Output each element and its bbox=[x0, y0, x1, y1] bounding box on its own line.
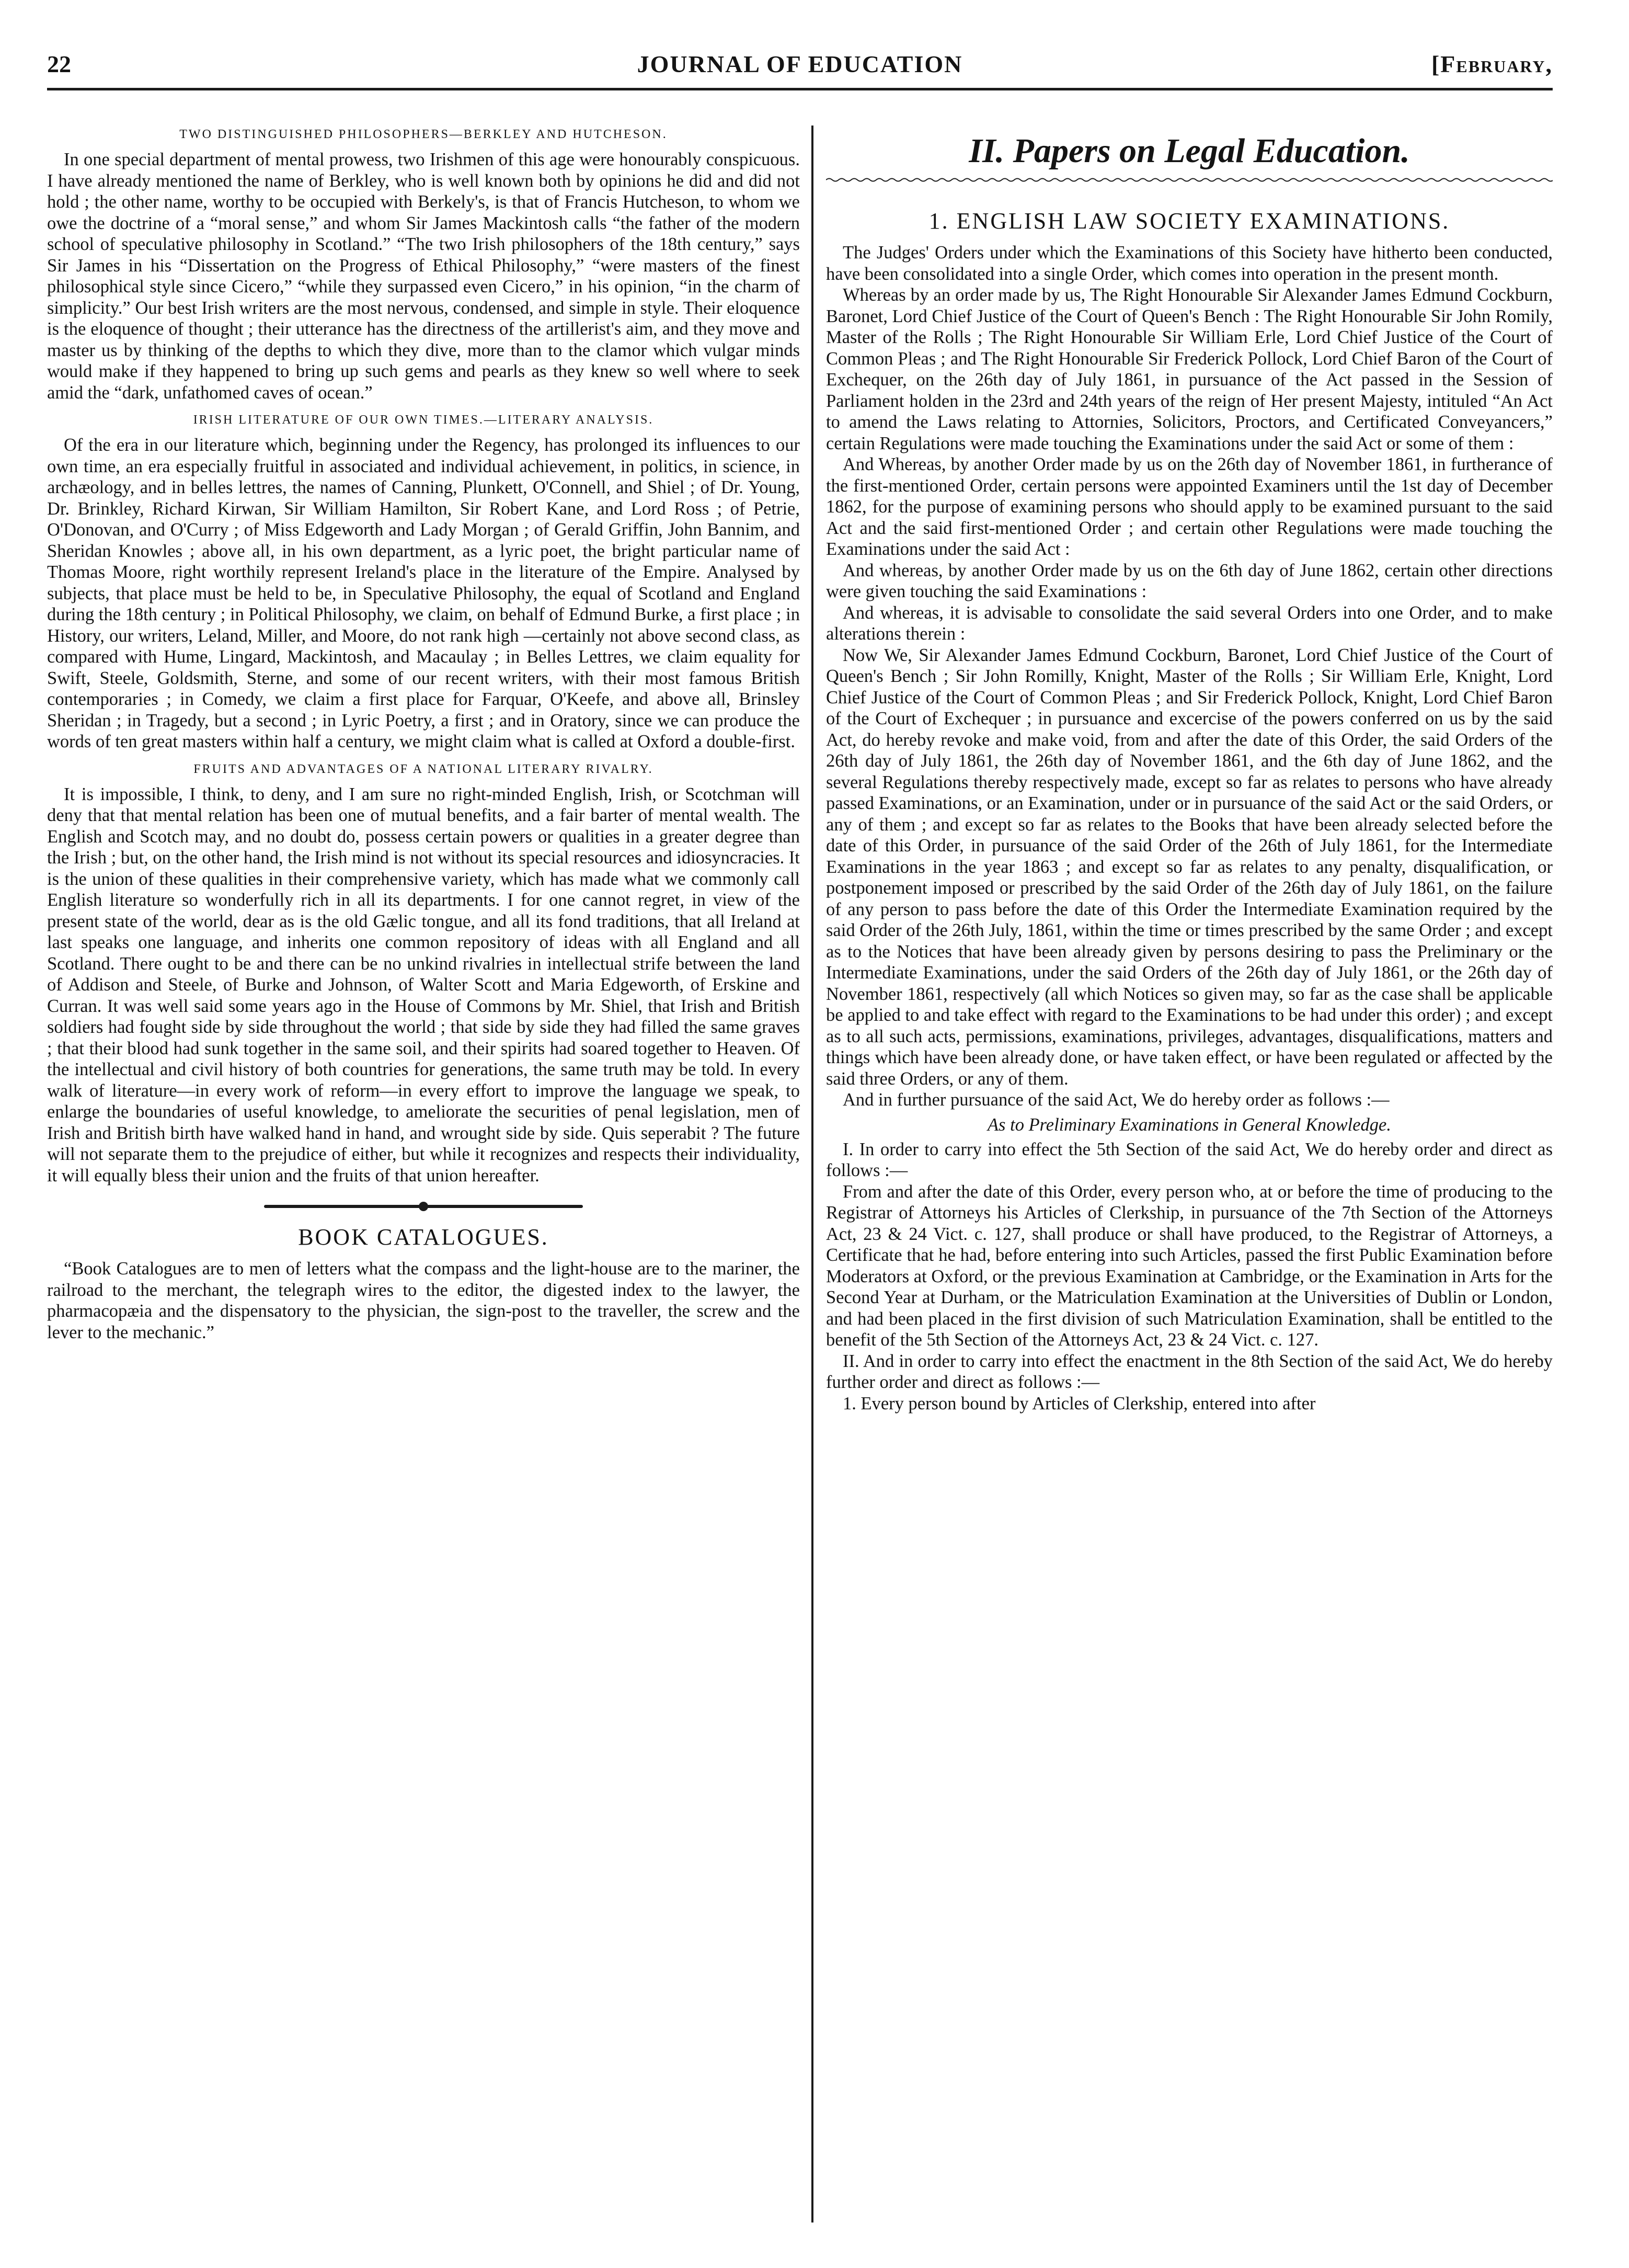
section-philosophers bbox=[47, 126, 800, 403]
body-paragraph: Now We, Sir Alexander James Edmund Cockburn, Baronet, Lord Chief Justice of the Court of Queen's Bench ; Sir John Romilly, Knight, Master of the Rolls ; Sir William Erle, Knight, Lord Chief Justice of the Court of Common Pleas ; and Sir Frederick Pollock, Knight, Lord Chief Baron of the Court of Exchequer ; in pursuance and excercise of the powers conferred on us by the said Act, do hereby revoke and make void, from and after the date of this Order, the said Orders of the 26th day of July 1861, the 26th day of November 1861, and the 6th day of June 1862, and the several Regulations thereby respectively made, except so far as relates to persons who have already passed Examinations, or an Examination, under or in pursuance of the said Act or the said Orders, or any of them ; and except so far as relates to the Books that have been already selected before the date of this Order, in pursuance of the said Order of the 26th of July 1861, for the Intermediate Examinations in the year 1863 ; and except so far as relates to any penalty, disqualification, or postponement imposed or prescribed by the said Order of the 26th day of July 1861, on the failure of any person to pass before the date of this Order the Intermediate Examination required by the said Order of the 26th July, 1861, within the time or times prescribed by the same Order ; and except as to the Notices that have been already given by persons desiring to pass the Preliminary or the Intermediate Examinations, under the said Orders of the 26th day of July 1861, or the 26th day of November 1861, respectively (all which Notices so given may, so far as the case shall be applicable be applied to and take effect with regard to the Examinations to be had under this order) ; and except as to all such acts, permissions, examinations, privileges, advantages, disqualifications, matters and things which have been already done, or have taken effect, or have been regulated or affected by the said three Orders, or any of them. bbox=[826, 645, 1553, 1089]
section-subhead: IRISH LITERATURE OF OUR OWN TIMES.—LITERARY ANALYSIS. bbox=[193, 413, 654, 427]
section-heading: BOOK CATALOGUES. bbox=[298, 1224, 549, 1250]
preliminary-examinations-text bbox=[826, 1139, 1553, 1415]
section-subhead: TWO DISTINGUISHED PHILOSOPHERS—BERKLEY AND HUTCHESON. bbox=[179, 128, 668, 141]
body-paragraph: And whereas, by another Order made by us on the 6th day of June 1862, certain other directions were given touching the said Examinations : bbox=[826, 560, 1553, 601]
body-paragraph: II. And in order to carry into effect the enactment in the 8th Section of the said Act, We do hereby further order and direct as follows :— bbox=[826, 1351, 1553, 1392]
running-head bbox=[47, 46, 1553, 83]
body-paragraph: Of the era in our literature which, beginning under the Regency, has prolonged its influences to our own time, an era especially fruitful in associated and individual achievement, in politics, in science, in archæology, and in belles lettres, the names of Canning, Plunkett, O'Connell, and Shiel ; of Dr. Young, Dr. Brinkley, Richard Kirwan, Sir William Hamilton, Sir Robert Kane, and Lord Ross ; of Petrie, O'Donovan, and O'Curry ; of Miss Edgeworth and Lady Morgan ; of Gerald Griffin, John Bannim, and Sheridan Knowles ; above all, in his own department, as a lyric poet, the bright particular name of Thomas Moore, right worthily represent Ireland's place in the literature of the Empire. Analysed by subjects, that place must be held to be, in Speculative Philosophy, the equal of Scotland and England during the 18th century ; in Political Philosophy, we claim, on behalf of Edmund Burke, a first place ; in History, our writers, Leland, Miller, and Moore, do not rank high —certainly not above second class, as compared with Hume, Lingard, Mackintosh, and Macaulay ; in Belles Lettres, we claim equality for Swift, Steele, Goldsmith, Sterne, and some of our recent writers, with their most famous British contemporaries ; in Comedy, we claim a first place for Farquar, O'Keefe, and above all, Brinsley Sheridan ; in Tragedy, but a second ; in Lyric Poetry, a first ; and in Oratory, since we can produce the words of ten great masters within half a century, we might claim what is called at Oxford a double-first. bbox=[47, 435, 800, 751]
left-column bbox=[47, 123, 800, 2230]
section-book-catalogues bbox=[47, 1224, 800, 1343]
wavy-rule bbox=[826, 176, 1553, 184]
header-rule bbox=[47, 88, 1553, 90]
body-paragraph: And in further pursuance of the said Act, We do hereby order as follows :— bbox=[843, 1090, 1390, 1110]
page-number: 22 bbox=[47, 51, 71, 77]
part-title: II. Papers on Legal Education. bbox=[969, 132, 1410, 170]
body-paragraph: It is impossible, I think, to deny, and I am sure no right-minded English, Irish, or Scotchman will deny that that mental relation has been one of mutual benefits, and a fair barter of mental wealth. The English and Scotch may, and no doubt do, possess certain powers or qualities in a greater degree than the Irish ; but, on the other hand, the Irish mind is not without its special resources and idiosyncracies. It is the union of these qualities in their comprehensive variety, which has made what we commonly call English literature so wonderfully rich in all its departments. I for one cannot regret, in view of the present state of the world, dear as is the old Gælic tongue, and all its fond traditions, that all Ireland at last speaks one language, and inherits one common repository of ideas with all England and all Scotland. There ought to be and there can be no unkind rivalries in intellectual strife between the land of Addison and Steele, of Burke and Johnson, of Walter Scott and Maria Edgeworth, of Erskine and Curran. It was well said some years ago in the House of Commons by Mr. Shiel, that Irish and British soldiers had fought side by side throughout the world ; that side by side they had filled the same graves ; that their blood had sunk together in the same soil, and their spirits had soared together to Heaven. Of the intellectual and civil history of both countries for generations, the same truth may be told. In every walk of literature—in every work of reform—in every effort to improve the language we speak, to enlarge the boundaries of useful knowledge, to ameliorate the securities of penal legislation, men of Irish and British birth have walked hand in hand, and wrought side by side. Quis seperabit ? The future will not separate them to the prejudice of either, but while it recognizes and respects their individuality, it will equally bless their union and the fruits of that union hereafter. bbox=[47, 784, 800, 1186]
section-subhead: FRUITS AND ADVANTAGES OF A NATIONAL LITERARY RIVALRY. bbox=[193, 762, 653, 776]
section-irish-literature bbox=[47, 412, 800, 753]
body-paragraph: The Judges' Orders under which the Examinations of this Society have hitherto been conducted, have been consolidated into a single Order, which comes into operation in the present month. bbox=[826, 243, 1553, 284]
body-paragraph: From and after the date of this Order, every person who, at or before the time of producing to the Registrar of Attorneys his Articles of Clerkship, in pursuance of the 7th Section of the Attorneys Act, 23 & 24 Vict. c. 127, shall produce or shall have produced, to the Registrar of Attorneys, a Certificate that he had, before entering into such Articles, passed the first Public Examination before Moderators at Oxford, or the previous Examination at Cambridge, or the Examination in Arts for the Second Year at Durham, or the Matriculation Examination at the Universities of Dublin or London, and had been placed in the first division of such Matriculation Examination, shall be entitled to the benefit of the 5th Section of the Attorneys Act, 23 & 24 Vict. c. 127. bbox=[826, 1181, 1553, 1350]
right-column bbox=[826, 123, 1553, 2230]
body-paragraph: Whereas by an order made by us, The Right Honourable Sir Alexander James Edmund Cockburn, Baronet, Lord Chief Justice of the Court of Queen's Bench : The Right Honourable Sir John Romily, Master of the Rolls ; The Right Honourable Sir William Erle, Lord Chief Justice of the Court of Common Pleas ; and The Right Honourable Sir Frederick Pollock, Lord Chief Baron of the Court of Exchequer, on the 26th day of July 1861, in pursuance of the Act passed in the Session of Parliament holden in the 23rd and 24th years of the reign of Her present Majesty, intituled “An Act to amend the Laws relating to Attornies, Solicitors, Proctors, and Certificated Conveyancers,” certain Regulations were made touching the Examinations under the said Act or some of them : bbox=[826, 285, 1553, 453]
ornament-bar bbox=[264, 1205, 421, 1208]
body-paragraph: And whereas, it is advisable to consolidate the said several Orders into one Order, and to make alterations therein : bbox=[826, 602, 1553, 644]
legal-order-text bbox=[826, 242, 1553, 1111]
subsection-title: As to Preliminary Examinations in General Knowledge. bbox=[987, 1114, 1391, 1135]
ornamental-divider bbox=[47, 1202, 800, 1212]
section-heading: 1. ENGLISH LAW SOCIETY EXAMINATIONS. bbox=[928, 208, 1450, 234]
body-paragraph: “Book Catalogues are to men of letters what the compass and the light-house are to the mariner, the railroad to the merchant, the telegraph wires to the editor, the digested index to the lawyer, the pharmacopæia and the dispensatory to the physician, the sign-post to the traveller, the screw and the lever to the mechanic.” bbox=[47, 1259, 800, 1342]
body-paragraph: I. In order to carry into effect the 5th Section of the said Act, We do hereby order and direct as follows :— bbox=[826, 1139, 1553, 1180]
section-literary-rivalry bbox=[47, 761, 800, 1187]
column-divider bbox=[811, 126, 813, 2223]
issue-month: [February, bbox=[1431, 51, 1553, 77]
journal-title: JOURNAL OF EDUCATION bbox=[637, 51, 963, 77]
body-paragraph: 1. Every person bound by Articles of Clerkship, entered into after bbox=[843, 1393, 1316, 1414]
ornament-bar bbox=[426, 1205, 583, 1208]
body-paragraph: In one special department of mental prowess, two Irishmen of this age were honourably conspicuous. I have already mentioned the name of Berkley, who is well known both by opinions he did and did not hold ; the other name, worthy to be occupied with Berkely's, is that of Francis Hutcheson, to whom we owe the doctrine of a “moral sense,” and whom Sir James Mackintosh calls “the father of the modern school of speculative philosophy in Scotland.” “The two Irish philosophers of the 18th century,” says Sir James in his “Dissertation on the Progress of Ethical Philosophy,” “were masters of the finest philosophical style since Cicero,” “while they surpassed even Cicero,” in his opinion, “in the charm of simplicity.” Our best Irish writers are the most nervous, condensed, and simple in style. Their eloquence is the eloquence of thought ; their utterance has the directness of the artillerist's aim, and they move and master us by thinking of the depths to which they dive, more than to the clamor which vulgar minds would make if they happened to bring up such gems and pearls as they knew so well where to seek amid the “dark, unfathomed caves of ocean.” bbox=[47, 150, 800, 403]
body-paragraph: And Whereas, by another Order made by us on the 26th day of November 1861, in furtherance of the first-mentioned Order, certain persons were appointed Examiners until the 1st day of December 1862, for the purpose of examining persons who should apply to be examined pursuant to the said Act and the said first-mentioned Order ; and certain other Regulations were made touching the Examinations under the said Act : bbox=[826, 454, 1553, 559]
wavy-rule-line bbox=[826, 176, 1553, 184]
